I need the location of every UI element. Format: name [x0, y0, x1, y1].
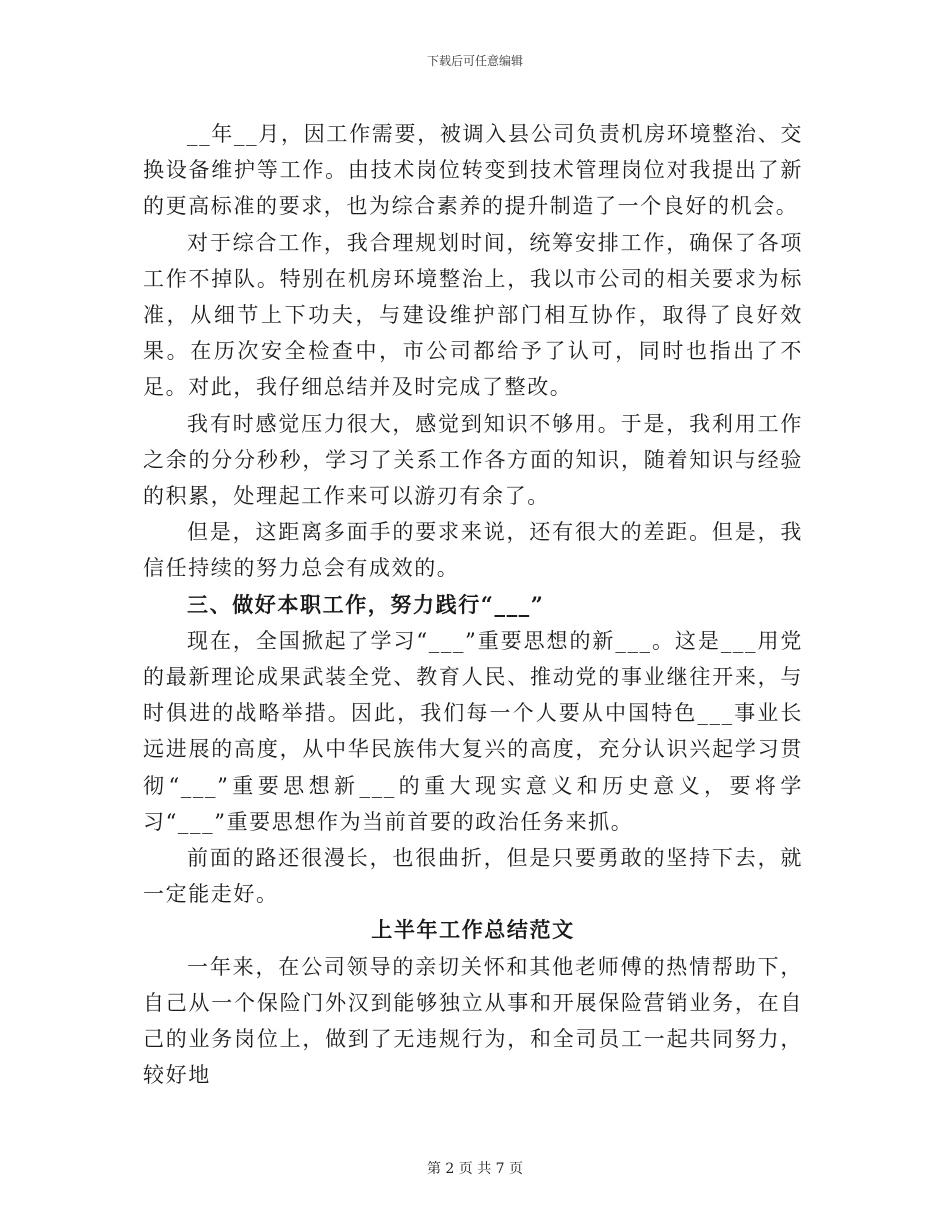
- paragraph: __年__月，因工作需要，被调入县公司负责机房环境整治、交换设备维护等工作。由技术岗位转变到技术管理岗位对我提出了新的更高标准的要求，也为综合素养的提升制造了一个良好的机会。: [143, 122, 803, 219]
- document-body: [143, 116, 803, 1093]
- paragraph: 一年来，在公司领导的亲切关怀和其他老师傅的热情帮助下，自己从一个保险门外汉到能够独立从事和开展保险营销业务，在自己的业务岗位上，做到了无违规行为，和全司员工一起共同努力，较好地: [143, 954, 803, 1088]
- paragraph: 前面的路还很漫长，也很曲折，但是只要勇敢的坚持下去，就一定能走好。: [143, 846, 803, 907]
- page-footer: 第 2 页 共 7 页: [426, 1161, 524, 1177]
- paragraph: 我有时感觉压力很大，感觉到知识不够用。于是，我利用工作之余的分分秒秒，学习了关系工作各方面的知识，随着知识与经验的积累，处理起工作来可以游刃有余了。: [143, 411, 803, 509]
- page-header: 下载后可任意编辑: [426, 54, 523, 68]
- paragraph: 现在，全国掀起了学习“___”重要思想的新___。这是___用党的最新理论成果武装全党、教育人民、推动党的事业继往开来，与时俱进的战略举措。因此，我们每一个人要从中国特色___事业长远进展的高度，从中华民族伟大复兴的高度，充分认识兴起学习贯彻“___”重要思想新___的重大现实意义和历史意义，要将学习“___”重要思想作为当前首要的政治任务来抓。: [143, 628, 803, 834]
- document-title: 上半年工作总结范文: [371, 917, 575, 943]
- paragraph: 对于综合工作，我合理规划时间，统筹安排工作，确保了各项工作不掉队。特别在机房环境整治上，我以市公司的相关要求为标准，从细节上下功夫，与建设维护部门相互协作，取得了良好效果。在历次安全检查中，市公司都给予了认可，同时也指出了不足。对此，我仔细总结并及时完成了整改。: [143, 230, 803, 400]
- paragraph: 但是，这距离多面手的要求来说，还有很大的差距。但是，我信任持续的努力总会有成效的。: [143, 520, 803, 581]
- section-heading: 三、做好本职工作，努力践行“___”: [187, 591, 545, 617]
